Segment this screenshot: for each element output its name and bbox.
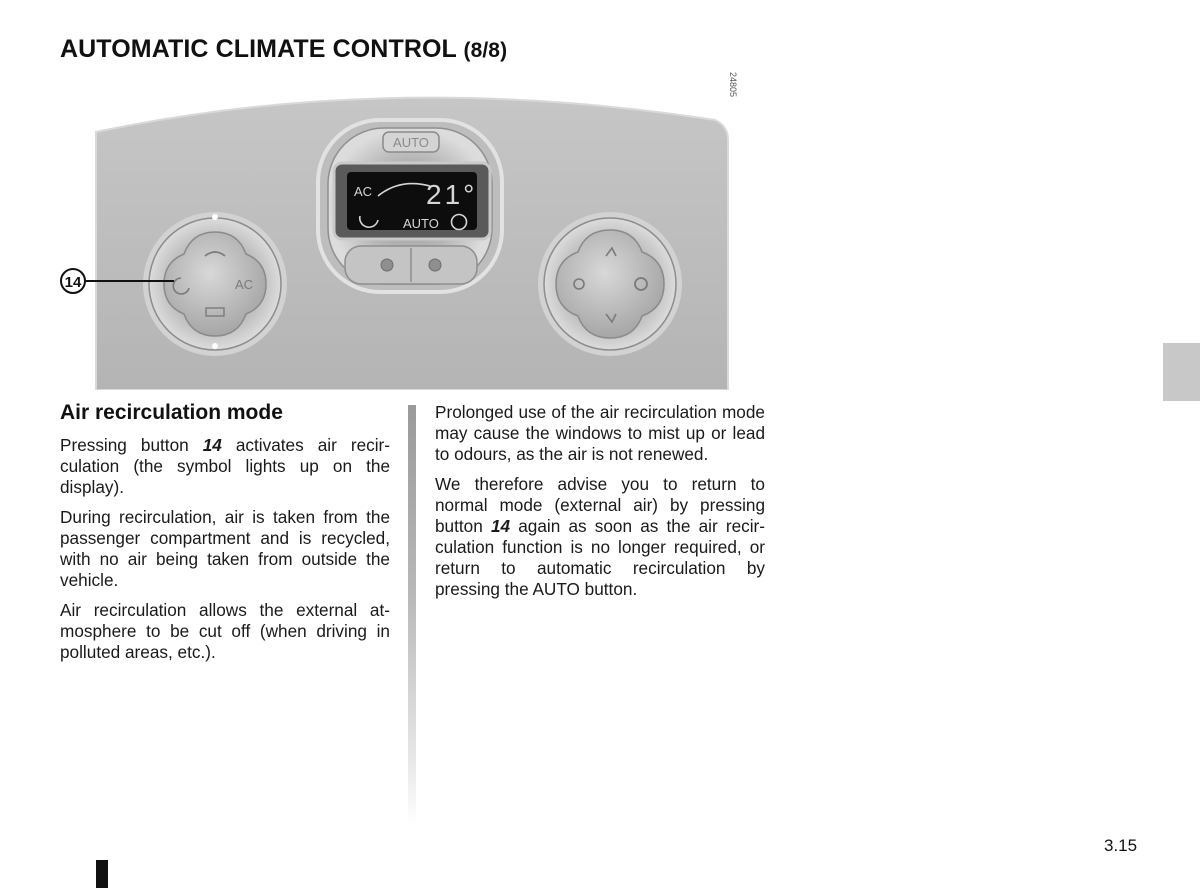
page-title [60, 35, 507, 64]
paragraph-recirculation-activation: Pressing button 14 activates air recirculation (the symbol lights up on the display). [60, 435, 390, 497]
display-temperature: 21° [426, 179, 478, 210]
right-text-column [435, 402, 765, 609]
figure-reference-code: 24805 [728, 72, 738, 98]
display-auto-indicator: AUTO [403, 216, 439, 231]
button-reference: 14 [490, 516, 511, 536]
recirculation-button-callout: 14 [64, 274, 82, 291]
paragraph-recirculation-benefit: Air recirculation allows the external atmosphere to be cut off (when driving in polluted areas, etc.). [60, 600, 390, 662]
chapter-tab [1163, 343, 1200, 401]
climate-control-illustration [60, 70, 770, 390]
paragraph-recirculation-description: During recirculation, air is taken from the passenger compartment and is recycled, with no air being taken from outside the vehicle. [60, 507, 390, 590]
page-title-text: AUTOMATIC CLIMATE CONTROL [60, 34, 457, 63]
page-part-indicator: (8/8) [463, 38, 508, 62]
left-text-column [60, 400, 390, 672]
page-number: 3.15 [1104, 836, 1138, 855]
auto-button-label: AUTO [393, 135, 429, 150]
paragraph-recirculation-warning: Prolonged use of the air recirculation mode may cause the windows to mist up or lead to odours, as the air is not renewed. [435, 402, 765, 464]
column-divider [408, 405, 416, 825]
left-dial-ac-label: AC [235, 277, 254, 292]
section-heading: Air recirculation mode [60, 401, 283, 424]
corner-mark [96, 860, 108, 888]
paragraph-return-advice: We therefore advise you to return to normal mode (external air) by pressing button 14 again as soon as the air recirculation function is no longer required, or return to automatic recirculation by pressing the AUTO button. [435, 474, 766, 599]
button-reference: 14 [202, 435, 222, 455]
display-ac-indicator: AC [354, 184, 373, 199]
